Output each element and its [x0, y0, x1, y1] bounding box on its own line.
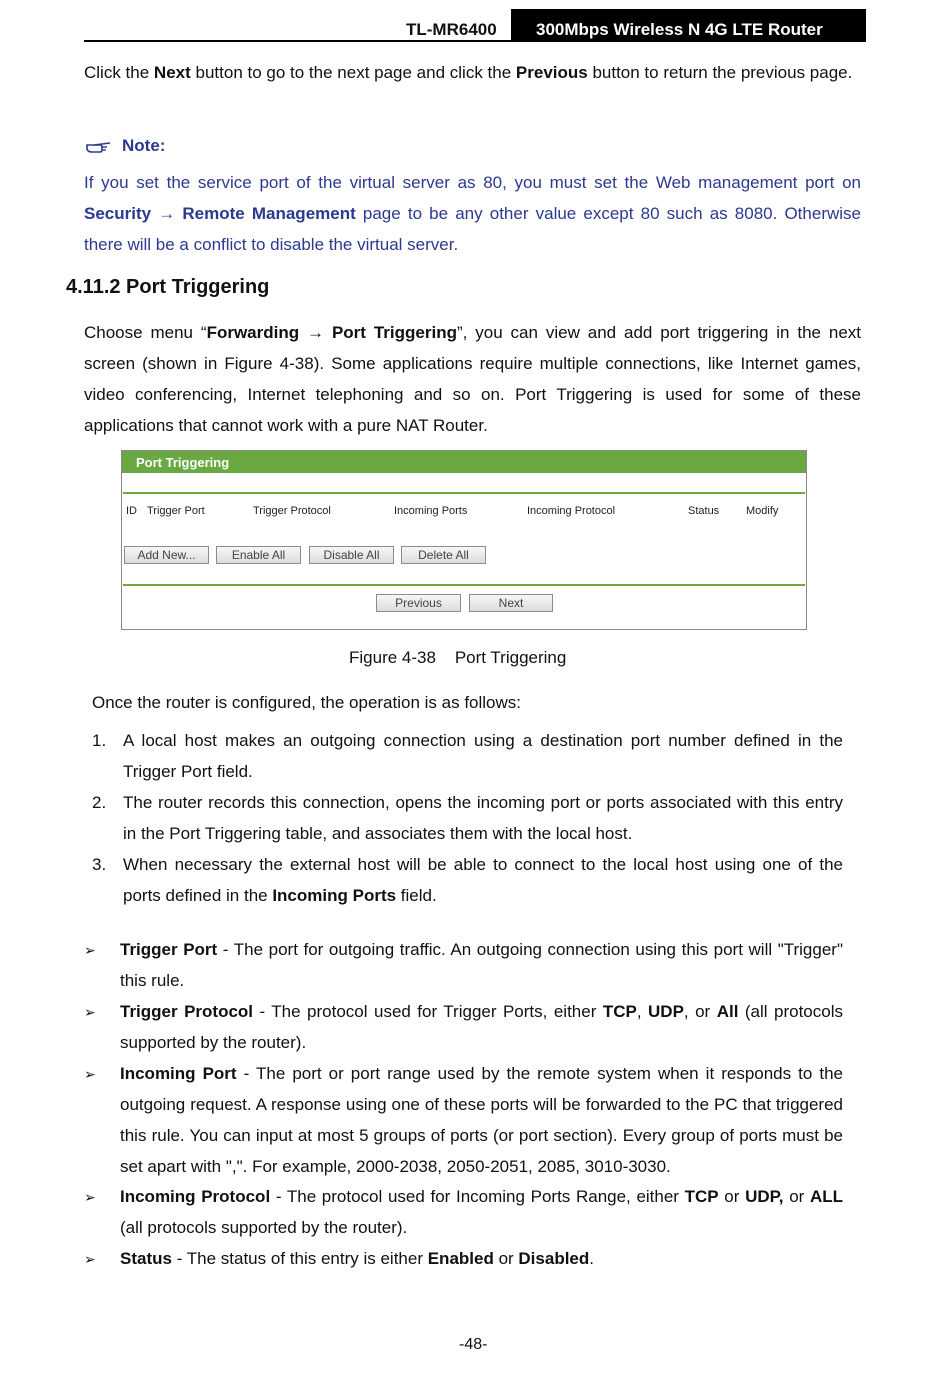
figure-caption: Figure 4-38 Port Triggering: [349, 648, 567, 667]
step-number: 1.: [92, 731, 107, 750]
column-trigger-protocol: Trigger Protocol: [253, 505, 331, 517]
bullet-all: All: [716, 1002, 739, 1021]
menu-port-triggering: Port Triggering: [331, 323, 457, 342]
note-text: page to be any other value except 80 such as 8080. Otherwise there will be a conflict to disable the virtual server.: [84, 204, 861, 254]
column-status: Status: [688, 505, 720, 517]
bullet-arrow-icon: ➢: [84, 1251, 96, 1267]
bullet-arrow-icon: ➢: [84, 942, 96, 958]
bullet-term: Incoming Protocol: [120, 1187, 271, 1206]
bullet-enabled: Enabled: [427, 1249, 494, 1268]
disable-all-button[interactable]: Disable All: [309, 546, 394, 564]
pointing-hand-icon: [86, 138, 112, 154]
header-rule: [84, 40, 866, 42]
bullet-text: (all protocols supported by the router).: [120, 1002, 843, 1052]
step-text-part: field.: [396, 886, 437, 905]
step-text-part: When necessary the external host will be able to connect to the local host using one of the ports defined in the: [123, 855, 843, 905]
intro-text: Click the: [84, 63, 154, 82]
bullet-disabled: Disabled: [518, 1249, 590, 1268]
bullet-text: - The protocol used for Trigger Ports, either: [253, 1002, 603, 1021]
note-remote-management: Remote Management: [182, 204, 356, 223]
bullet-incoming-port: [120, 1058, 843, 1182]
section-paragraph: [84, 317, 861, 441]
header-model: TL-MR6400: [406, 20, 497, 39]
bullet-incoming-protocol: [120, 1181, 843, 1243]
bullet-text: or: [493, 1249, 519, 1268]
intro-text: button to go to the next page and click the: [190, 63, 516, 82]
bullet-arrow-icon: ➢: [84, 1004, 96, 1020]
bullet-trigger-protocol: [120, 996, 843, 1058]
divider: [123, 492, 805, 494]
column-modify: Modify: [746, 505, 779, 517]
bullet-term: Status: [120, 1249, 172, 1268]
arrow-icon: →: [158, 204, 176, 223]
bullet-term: Incoming Port: [120, 1064, 237, 1083]
bullet-text: .: [589, 1249, 594, 1268]
intro-text: button to return the previous page.: [587, 63, 853, 82]
note-paragraph: [84, 167, 861, 260]
page-number: -48-: [459, 1336, 488, 1353]
step-text: [123, 849, 843, 911]
bullet-arrow-icon: ➢: [84, 1066, 96, 1082]
note-text: If you set the service port of the virtual server as 80, you must set the Web management port on: [84, 173, 861, 192]
bullet-text: or: [718, 1187, 746, 1206]
panel-title: Port Triggering: [136, 455, 230, 470]
bullet-all: ALL: [809, 1187, 844, 1206]
bullet-tcp: TCP: [602, 1002, 637, 1021]
bullet-udp: UDP: [648, 1002, 684, 1021]
bullet-text: (all protocols supported by the router).: [120, 1218, 408, 1237]
note-heading: [86, 136, 165, 156]
bullet-tcp: TCP: [684, 1187, 719, 1206]
note-security: Security: [84, 204, 152, 223]
bullet-text: - The protocol used for Incoming Ports Range, either: [270, 1187, 685, 1206]
bullet-text: - The status of this entry is either: [171, 1249, 428, 1268]
step-text: The router records this connection, opens the incoming port or ports associated with this entry in the Port Triggering table, and associates them with the local host.: [123, 793, 843, 843]
column-incoming-protocol: Incoming Protocol: [527, 505, 616, 517]
bullet-text: ,: [636, 1002, 649, 1021]
next-button[interactable]: Next: [469, 594, 553, 612]
arrow-icon: →: [307, 323, 325, 342]
bullet-text: - The port or port range used by the remote system when it responds to the outgoing request. A response using one of these ports will be forwarded to the PC that triggered this rule. You can input at most 5 groups of ports (or port section). Every group of ports must be set apart with ",". For example, 2000-2038, 2050-2051, 2085, 3010-3030.: [120, 1064, 844, 1176]
delete-all-button[interactable]: Delete All: [401, 546, 486, 564]
column-incoming-ports: Incoming Ports: [394, 505, 468, 517]
header-product: 300Mbps Wireless N 4G LTE Router: [536, 20, 823, 39]
previous-button[interactable]: Previous: [376, 594, 461, 612]
intro-next: Next: [153, 63, 191, 82]
step-incoming-ports: Incoming Ports: [272, 886, 397, 905]
menu-forwarding: Forwarding: [206, 323, 300, 342]
step-number: 3.: [92, 855, 107, 874]
section-text: Choose menu “: [84, 323, 207, 342]
bullet-text: - The port for outgoing traffic. An outgoing connection using this port will "Trigger" this rule.: [120, 940, 843, 990]
bullet-text: or: [783, 1187, 810, 1206]
enable-all-button[interactable]: Enable All: [216, 546, 301, 564]
column-trigger-port: Trigger Port: [147, 505, 205, 517]
intro-previous: Previous: [515, 63, 588, 82]
operation-intro: Once the router is configured, the operation is as follows:: [92, 693, 522, 712]
bullet-text: , or: [683, 1002, 717, 1021]
note-label: Note:: [122, 136, 166, 155]
bullet-arrow-icon: ➢: [84, 1189, 96, 1205]
bullet-term: Trigger Port: [120, 940, 218, 959]
step-number: 2.: [92, 793, 107, 812]
port-triggering-screenshot: [121, 450, 807, 630]
section-title: 4.11.2 Port Triggering: [66, 276, 270, 298]
step-text: A local host makes an outgoing connection using a destination port number defined in the Trigger Port field.: [123, 731, 843, 781]
bullet-status: [120, 1243, 843, 1274]
intro-paragraph: [84, 57, 861, 88]
add-new-button[interactable]: Add New...: [124, 546, 209, 564]
bullet-trigger-port: [120, 934, 843, 996]
bullet-term: Trigger Protocol: [120, 1002, 254, 1021]
section-text: ”, you can view and add port triggering in the next screen (shown in Figure 4-38). Some applications require multiple connections, like Internet games, video conferencing, Internet telephoning and so on. Port Triggering is used for some of these applications that cannot work with a pure NAT Router.: [84, 323, 861, 435]
bullet-udp: UDP,: [745, 1187, 784, 1206]
column-id: ID: [126, 505, 137, 517]
divider: [123, 584, 805, 586]
